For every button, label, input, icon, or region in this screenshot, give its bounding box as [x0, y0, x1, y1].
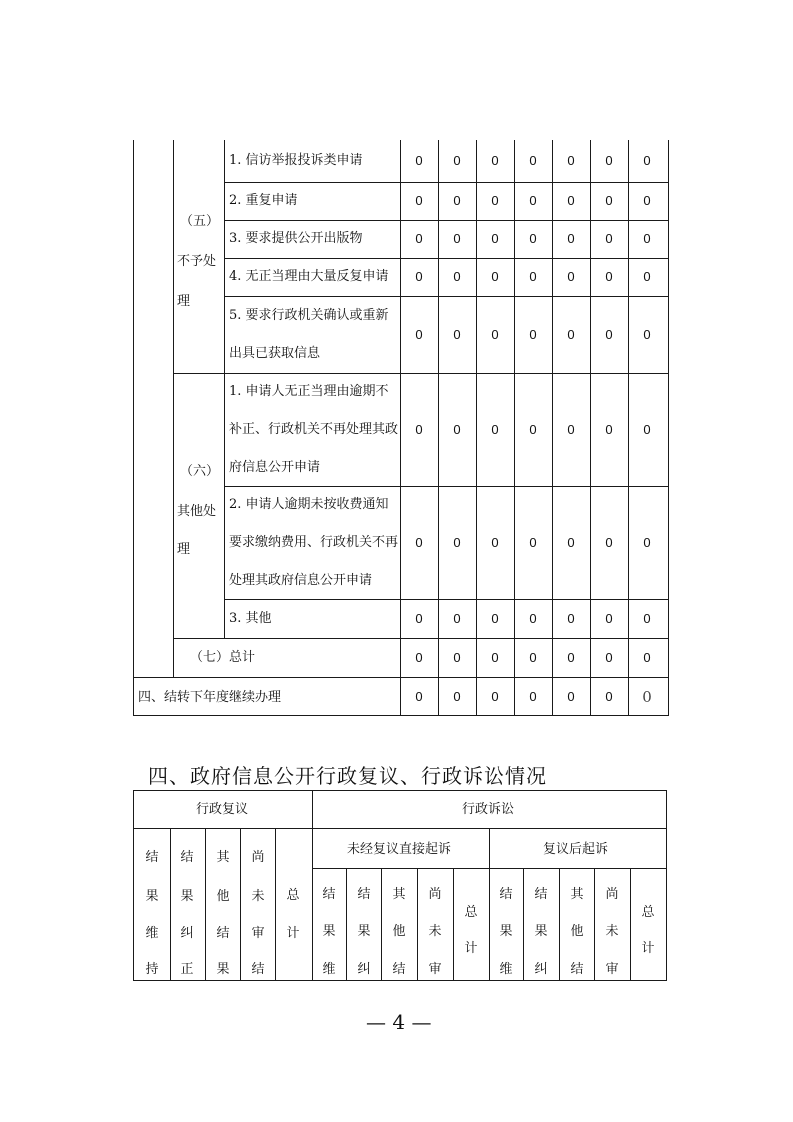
group5-row-label: 3. 要求提供公开出版物 — [229, 231, 363, 246]
cell-value: 0 — [415, 421, 423, 437]
vertical-char: 结 — [216, 926, 230, 941]
cell-value: 0 — [453, 650, 461, 665]
table-rule — [224, 182, 668, 183]
table-rule — [523, 868, 524, 980]
table-rule — [224, 140, 225, 638]
vertical-char: 维 — [322, 962, 336, 977]
cell-value: 0 — [605, 269, 613, 284]
cell-value: 0 — [491, 610, 499, 626]
cell-value: 0 — [491, 534, 499, 550]
total-row-label: （七）总计 — [190, 650, 256, 665]
table-rule — [453, 868, 454, 980]
cell-value: 0 — [643, 326, 651, 342]
group6-row-label: 3. 其他 — [229, 610, 272, 626]
cell-value: 0 — [642, 688, 652, 706]
cell-value: 0 — [453, 269, 461, 284]
cell-value: 0 — [453, 689, 461, 704]
vertical-char: 结 — [322, 887, 336, 902]
table-rule — [133, 715, 669, 716]
cell-value: 0 — [567, 269, 575, 284]
vertical-char: 纠 — [534, 962, 548, 977]
cell-value: 0 — [643, 193, 651, 208]
cell-value: 0 — [529, 610, 537, 626]
cell-value: 0 — [453, 231, 461, 246]
table-rule — [630, 868, 631, 980]
table-rule — [133, 140, 134, 715]
cell-value: 0 — [491, 326, 499, 342]
table-rule — [668, 140, 669, 715]
group5-row-label: 1. 信访举报投诉类申请 — [229, 153, 363, 168]
vertical-char: 果 — [499, 924, 513, 939]
cell-value: 0 — [567, 534, 575, 550]
vertical-char: 纠 — [357, 962, 371, 977]
cell-value: 0 — [491, 153, 499, 168]
vertical-char: 果 — [322, 924, 336, 939]
cell-value: 0 — [491, 193, 499, 208]
vertical-char: 果 — [534, 924, 548, 939]
cell-value: 0 — [529, 153, 537, 168]
table-rule — [594, 868, 595, 980]
cell-value: 0 — [643, 650, 651, 665]
cell-value: 0 — [643, 534, 651, 550]
vertical-char: 结 — [570, 962, 584, 977]
group6-label: 其他处 — [177, 504, 217, 519]
table-rule — [346, 868, 347, 980]
vertical-char: 审 — [605, 962, 619, 977]
vertical-char: 审 — [428, 962, 442, 977]
vertical-char: 结 — [180, 850, 194, 865]
cell-value: 0 — [567, 153, 575, 168]
cell-value: 0 — [605, 650, 613, 665]
vertical-char: 其 — [570, 887, 584, 902]
group6-row-label: 要求缴纳费用、行政机关不再 — [229, 534, 399, 550]
table-rule — [133, 790, 666, 791]
cell-value: 0 — [453, 534, 461, 550]
cell-value: 0 — [415, 650, 423, 665]
group6-row-label: 处理其政府信息公开申请 — [229, 572, 373, 588]
cell-value: 0 — [643, 610, 651, 626]
carryover-row-label: 四、结转下年度继续办理 — [138, 690, 282, 705]
cell-value: 0 — [491, 650, 499, 665]
table-rule — [381, 868, 382, 980]
table-rule — [666, 790, 667, 980]
cell-value: 0 — [605, 689, 613, 704]
cell-value: 0 — [453, 193, 461, 208]
cell-value: 0 — [567, 193, 575, 208]
page-number: — 4 — — [366, 1010, 432, 1034]
vertical-char: 果 — [216, 962, 230, 977]
cell-value: 0 — [415, 269, 423, 284]
cell-value: 0 — [415, 689, 423, 704]
cell-value: 0 — [415, 534, 423, 550]
cell-value: 0 — [605, 326, 613, 342]
group6-row-label: 府信息公开申请 — [229, 459, 321, 475]
group6-row-label: 补正、行政机关不再处理其政 — [229, 421, 399, 437]
vertical-char: 计 — [286, 926, 300, 941]
cell-value: 0 — [529, 326, 537, 342]
litigation-header: 行政诉讼 — [462, 802, 515, 817]
vertical-char: 未 — [428, 924, 442, 939]
cell-value: 0 — [415, 610, 423, 626]
vertical-char: 结 — [145, 850, 159, 865]
table-rule — [133, 828, 666, 829]
group6-row-label: 2. 申请人逾期未按收费通知 — [229, 496, 389, 512]
vertical-char: 果 — [180, 889, 194, 904]
table-rule — [224, 258, 668, 259]
vertical-char: 结 — [357, 887, 371, 902]
vertical-char: 维 — [145, 926, 159, 941]
group5-row-label: 5. 要求行政机关确认或重新 — [229, 307, 389, 323]
vertical-char: 总 — [641, 905, 655, 920]
cell-value: 0 — [567, 231, 575, 246]
cell-value: 0 — [529, 650, 537, 665]
table-rule — [240, 828, 241, 980]
cell-value: 0 — [491, 269, 499, 284]
review-header: 行政复议 — [196, 802, 249, 817]
cell-value: 0 — [529, 193, 537, 208]
vertical-char: 维 — [499, 962, 513, 977]
table-rule — [170, 828, 171, 980]
table-rule — [205, 828, 206, 980]
vertical-char: 持 — [145, 962, 159, 977]
vertical-char: 他 — [570, 924, 584, 939]
cell-value: 0 — [643, 269, 651, 284]
table-rule — [133, 980, 667, 981]
vertical-char: 其 — [392, 887, 406, 902]
group5-label: 不予处 — [177, 254, 217, 269]
table-rule — [173, 638, 668, 639]
direct-header: 未经复议直接起诉 — [347, 842, 452, 857]
cell-value: 0 — [567, 326, 575, 342]
cell-value: 0 — [453, 153, 461, 168]
cell-value: 0 — [529, 421, 537, 437]
group6-label: 理 — [177, 542, 191, 557]
group5-label: 理 — [177, 294, 191, 309]
vertical-char: 总 — [464, 905, 478, 920]
group6-label: （六） — [180, 464, 220, 479]
group6-row-label: 1. 申请人无正当理由逾期不 — [229, 383, 389, 399]
cell-value: 0 — [605, 231, 613, 246]
vertical-char: 正 — [180, 962, 194, 977]
vertical-char: 果 — [357, 924, 371, 939]
vertical-char: 计 — [464, 941, 478, 956]
vertical-char: 其 — [216, 850, 230, 865]
cell-value: 0 — [529, 269, 537, 284]
cell-value: 0 — [605, 534, 613, 550]
group5-label: （五） — [180, 214, 220, 229]
vertical-char: 审 — [251, 926, 265, 941]
cell-value: 0 — [643, 421, 651, 437]
vertical-char: 果 — [145, 889, 159, 904]
cell-value: 0 — [491, 421, 499, 437]
cell-value: 0 — [415, 326, 423, 342]
cell-value: 0 — [605, 421, 613, 437]
table-rule — [224, 296, 668, 297]
table-rule — [489, 828, 490, 980]
cell-value: 0 — [415, 231, 423, 246]
table-rule — [224, 599, 668, 600]
table-rule — [224, 486, 668, 487]
vertical-char: 他 — [216, 889, 230, 904]
table-rule — [173, 140, 174, 677]
table-rule — [417, 868, 418, 980]
table-rule — [173, 373, 668, 374]
cell-value: 0 — [643, 231, 651, 246]
table-rule — [559, 868, 560, 980]
cell-value: 0 — [529, 231, 537, 246]
cell-value: 0 — [605, 193, 613, 208]
cell-value: 0 — [453, 326, 461, 342]
table-rule — [312, 790, 313, 980]
group5-row-label: 4. 无正当理由大量反复申请 — [229, 269, 389, 284]
vertical-char: 纠 — [180, 926, 194, 941]
vertical-char: 结 — [392, 962, 406, 977]
after-review-header: 复议后起诉 — [543, 842, 609, 857]
cell-value: 0 — [453, 610, 461, 626]
cell-value: 0 — [605, 153, 613, 168]
vertical-char: 尚 — [605, 887, 619, 902]
vertical-char: 计 — [641, 941, 655, 956]
vertical-char: 结 — [251, 962, 265, 977]
group5-row-label: 2. 重复申请 — [229, 193, 298, 208]
vertical-char: 尚 — [428, 887, 442, 902]
cell-value: 0 — [415, 153, 423, 168]
cell-value: 0 — [491, 689, 499, 704]
vertical-char: 未 — [251, 889, 265, 904]
group5-row-label: 出具已获取信息 — [229, 345, 321, 361]
cell-value: 0 — [529, 534, 537, 550]
vertical-char: 总 — [286, 888, 300, 903]
cell-value: 0 — [643, 153, 651, 168]
section-title: 四、政府信息公开行政复议、行政诉讼情况 — [148, 764, 547, 788]
cell-value: 0 — [415, 193, 423, 208]
vertical-char: 结 — [499, 887, 513, 902]
vertical-char: 结 — [534, 887, 548, 902]
cell-value: 0 — [453, 421, 461, 437]
cell-value: 0 — [567, 610, 575, 626]
vertical-char: 未 — [605, 924, 619, 939]
table-rule — [133, 790, 134, 980]
cell-value: 0 — [529, 689, 537, 704]
table-rule — [275, 828, 276, 980]
cell-value: 0 — [567, 689, 575, 704]
vertical-char: 他 — [392, 924, 406, 939]
cell-value: 0 — [567, 421, 575, 437]
cell-value: 0 — [567, 650, 575, 665]
cell-value: 0 — [605, 610, 613, 626]
table-rule — [224, 220, 668, 221]
vertical-char: 尚 — [251, 850, 265, 865]
cell-value: 0 — [491, 231, 499, 246]
